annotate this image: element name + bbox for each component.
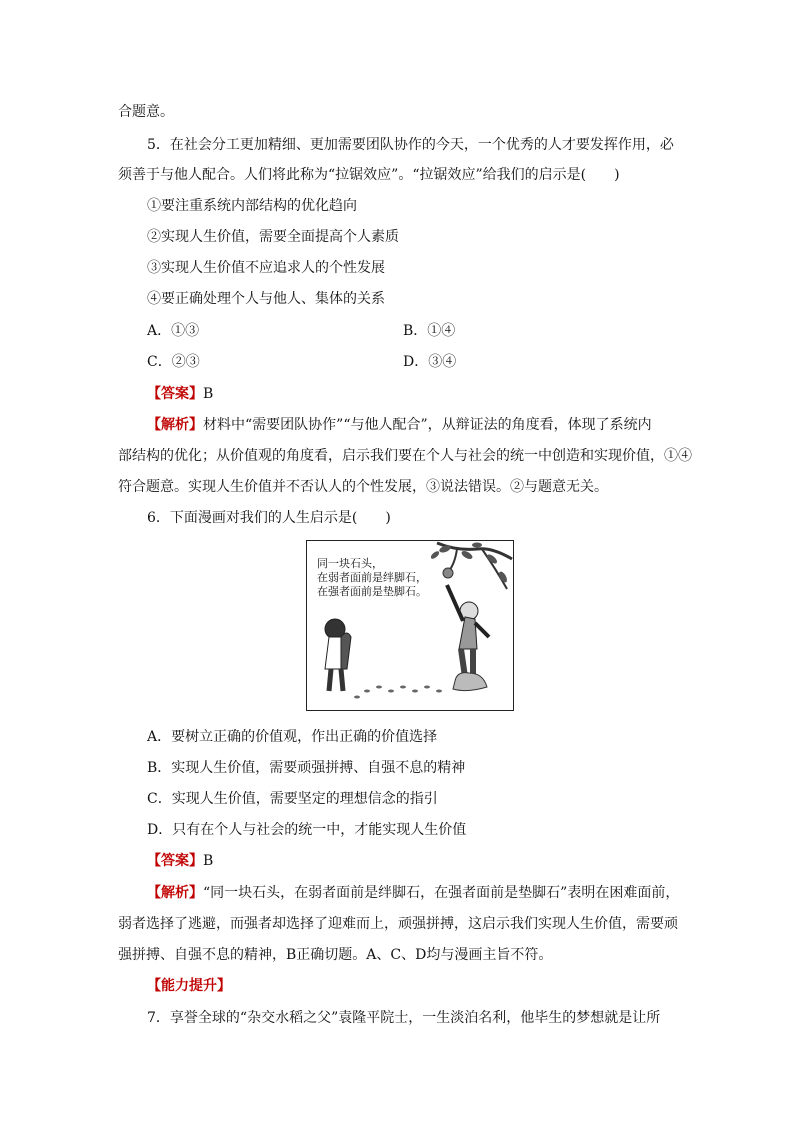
explanation-5-line-3: 符合题意。实现人生价值并不否认人的个性发展，③说法错误。②与题意无关。 — [118, 479, 608, 495]
explanation-6-line-1 — [147, 885, 679, 901]
answer-tag: 【答案】 — [147, 853, 203, 869]
option-c: C．②③ — [147, 354, 200, 370]
answer-value: B — [203, 386, 214, 402]
answer-value: B — [203, 853, 214, 869]
choice-6-c: C．实现人生价值，需要坚定的理想信念的指引 — [147, 791, 438, 807]
explanation-text: 材料中“需要团队协作”“与他人配合”，从辩证法的角度看，体现了系统内 — [203, 417, 652, 433]
question-6: 6．下面漫画对我们的人生启示是( ) — [147, 510, 391, 526]
section-heading: 【能力提升】 — [147, 978, 231, 994]
statement-2: ②实现人生价值，需要全面提高个人素质 — [147, 229, 399, 245]
option-b: B．①④ — [403, 323, 456, 339]
option-d: D．③④ — [403, 354, 457, 370]
answer-6 — [147, 853, 213, 869]
answer-5 — [147, 386, 213, 402]
choice-6-a: A．要树立正确的价值观，作出正确的价值选择 — [147, 729, 438, 745]
answer-tag: 【答案】 — [147, 386, 203, 402]
cartoon-caption-3: 在强者面前是垫脚石。 — [317, 585, 427, 598]
choice-6-b: B．实现人生价值，需要顽强拼搏、自强不息的精神 — [147, 760, 466, 776]
explanation-6-line-2: 弱者选择了逃避，而强者却选择了迎难而上，顽强拼搏，这启示我们实现人生价值，需要顽 — [118, 916, 678, 932]
question-5-line-1: 5．在社会分工更加精细、更加需要团队协作的今天，一个优秀的人才要发挥作用，必 — [147, 137, 674, 153]
cartoon-drawing — [307, 541, 513, 710]
explanation-tag: 【解析】 — [147, 417, 203, 433]
choice-6-d: D．只有在个人与社会的统一中，才能实现人生价值 — [147, 822, 467, 838]
statement-3: ③实现人生价值不应追求人的个性发展 — [147, 260, 385, 276]
text-line: 合题意。 — [118, 104, 174, 120]
cartoon-caption-2: 在弱者面前是绊脚石， — [317, 571, 427, 584]
statement-4: ④要正确处理个人与他人、集体的关系 — [147, 291, 385, 307]
explanation-5-line-2: 部结构的优化；从价值观的角度看，启示我们要在个人与社会的统一中创造和实现价值，①④ — [118, 448, 692, 464]
question-7-line-1: 7．享誉全球的“杂交水稻之父”袁隆平院士，一生淡泊名利，他毕生的梦想就是让所 — [147, 1010, 661, 1026]
cartoon-caption-1: 同一块石头， — [317, 557, 383, 570]
explanation-5-line-1 — [147, 417, 652, 433]
statement-1: ①要注重系统内部结构的优化趋向 — [147, 198, 357, 214]
explanation-tag: 【解析】 — [147, 885, 203, 901]
option-a: A．①③ — [147, 323, 200, 339]
question-5-line-2: 须善于与他人配合。人们将此称为“拉锯效应”。“拉锯效应”给我们的启示是( ) — [118, 167, 620, 183]
explanation-6-line-3: 强拼搏、自强不息的精神，B正确切题。A、C、D均与漫画主旨不符。 — [118, 947, 553, 963]
cartoon-image — [306, 540, 514, 711]
explanation-text: “同一块石头，在弱者面前是绊脚石，在强者面前是垫脚石”表明在困难面前， — [203, 885, 680, 901]
